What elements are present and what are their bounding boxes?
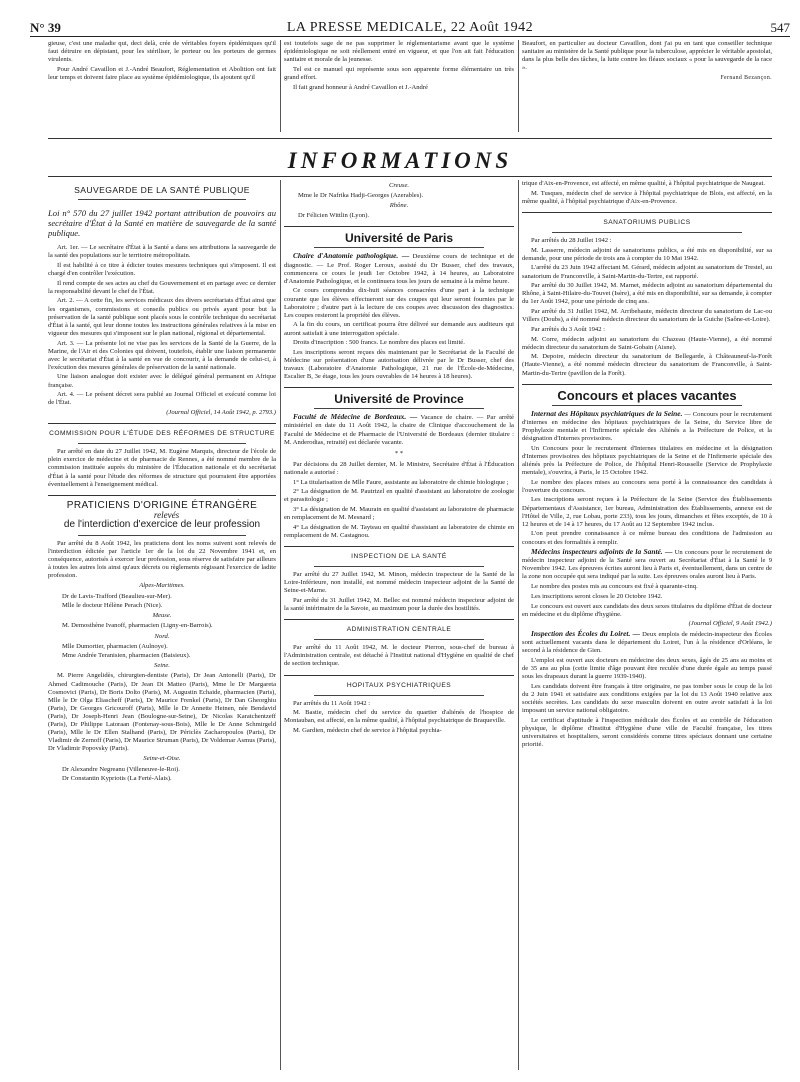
- text-paragraph: Médecins inspecteurs adjoints de la Santé. —: [531, 547, 673, 557]
- section-title: ADMINISTRATION CENTRALE: [346, 626, 452, 634]
- column-2: [284, 180, 514, 1070]
- text-paragraph: Vacance de chaire. — Par arrêté ministériel en date du 11 Août 1942, la chaire de Clinique d'accouchement de la Faculté de Médecine et de Pharmacie de l'Université de Bordeaux (dernier titulaire : M. Anderodias, retraité) est déclarée vacante.: [284, 414, 514, 446]
- section-title: Université de Paris: [344, 231, 454, 246]
- text-paragraph: Dr de Lavis-Trafford (Beaulieu-sur-Mer).: [62, 592, 172, 600]
- column-divider: [518, 40, 519, 132]
- text-paragraph: Creuse.: [388, 182, 410, 189]
- text-paragraph: Par arrêté du 31 Juillet 1942, M. Arribehaute, médecin directeur du sanatorium de Lac-ou Villers (Doubs), a été nommé médecin directeur du sanatorium de la Guiche (Saône-et-Loire).: [522, 308, 772, 324]
- rule-divider: [284, 387, 514, 388]
- law-title: Loi n° 570 du 27 juillet 1942 portant attribution de pouvoirs au secrétaire d'État à la Santé en matière de sauvegarde de la santé publique.: [48, 208, 276, 239]
- continuation-col-2: [284, 40, 514, 132]
- rule-divider: [284, 619, 514, 620]
- section-divider: [48, 138, 772, 139]
- text-paragraph: Dr Constantin Kypriotis (La Ferté-Alais).: [62, 775, 172, 783]
- text-paragraph: Internat des Hôpitaux psychiatriques de la Seine.: [531, 408, 683, 418]
- text-paragraph: — Concours pour le recrutement d'internes en médecine des hôpitaux psychiatriques de la Seine, du Service libre de Prophylaxie mentale et l'Infirmerie spéciale des Aliénés a la Préfecture de Police, et la désignation d'Internes provisoires.: [522, 410, 772, 442]
- text-paragraph: Deux emplois de médecin-inspecteur des Écoles sont actuellement vacants dans le département du Loiret, l'un à la résidence d'Orléans, le second à la résidence de Gien.: [522, 631, 772, 655]
- column-1: [48, 180, 276, 1070]
- text-paragraph: Par arrêté du 11 Août 1942, M. le docteur Pierron, sous-chef de bureau à l'Administration centrale, est détaché à l'Institut national d'Hygiène en qualité de chef de section technique.: [284, 644, 514, 668]
- section-title: HOPITAUX PSYCHIATRIQUES: [346, 681, 452, 689]
- text-paragraph: Le certificat d'aptitude à l'inspection médicale des Écoles et au contrôle de l'éducation physique, le diplôme d'Institut d'Hygiène d'une ville de Faculté française, les titres universitaires et hospitaliers, seront considérés comme titres spéciaux donnant une certaine priorité.: [522, 716, 772, 748]
- text-paragraph: trique d'Aix-en-Provence, est affecté, en même qualité, à l'hôpital psychiatrique de Naugeat.: [522, 180, 766, 187]
- text-paragraph: Il fait grand honneur à André Cavaillon et J.-André: [293, 83, 428, 91]
- rule-divider: [522, 384, 772, 385]
- text-paragraph: Il est habilité à ce titre à édicter toutes mesures techniques qui s'imposent. Il est chargé d'en contrôler l'exécution.: [48, 261, 276, 277]
- text-paragraph: Les candidats doivent être français à titre originaire, ne pas tomber sous le coup de la loi du 2 Juin 1941 et satisfaire aux conditions exigées par la loi du 13 Août 1940 relative aux sociétés secrètes. Les candidats du sexe masculin doivent en outre avoir satisfait à la loi imposant un service national obligatoire.: [522, 682, 772, 715]
- text-paragraph: Art. 4. — Le présent décret sera publié au Journal Officiel et exécuté comme loi de l'État.: [48, 391, 276, 407]
- text-paragraph: Les inscriptions seront reçues dès maintenant par le Secrétariat de la Faculté de Médecine sur présentation d'une autorisation délivrée par le Dr Busser, chef des travaux (Laboratoire d'Anatomie Pathologique, 21 rue de l'École-de-Médecine, Escalier B, 3e étage, tous les jours ouvrables de 14 heures à 18 heures).: [284, 348, 514, 381]
- text-paragraph: Une liaison analogue doit exister avec le délégué général permanent en Afrique française.: [48, 373, 276, 389]
- rule-divider: [552, 232, 742, 233]
- continuation-col-1: [48, 40, 276, 132]
- section-subtitle: de l'interdiction d'exercice de leur profession: [63, 518, 261, 530]
- section-title: COMMISSION POUR L'ÉTUDE DES RÉFORMES DE STRUCTURE: [49, 430, 275, 438]
- source-citation: (Journal Officiel, 14 Août 1942, p. 2793.): [166, 409, 276, 417]
- text-paragraph: Deuxième cours de technique et de diagnostic. — Le Prof. Roger Leroux, assisté du Dr Busser, chef des travaux, commencera ce cours le jeudi 1er Octobre 1942, à 14 heures, au Laboratoire d'Anatomie Pathologique, et le continuera tous les jours de semaine à la même heure.: [284, 253, 514, 285]
- author-signature: Fernand Bezançon.: [720, 74, 772, 81]
- text-paragraph: Il rend compte de ses actes au chef du Gouvernement et en partage avec ce dernier la responsabilité devant le chef de l'État.: [48, 279, 276, 295]
- column-divider: [280, 180, 281, 1070]
- rule-divider: [284, 546, 514, 547]
- text-paragraph: Art. 2. — A cette fin, les services médicaux des divers secrétariats d'État ainsi que les organismes, commissions et conseils publics ou privés ayant pour but la préservation de la santé publique sont placés sous le contrôle technique du secrétariat d'État à la santé, qui leur donne toutes les instructions générales relatives à la mise en vigueur des mesures qui s'imposent sur le plan national, régional et départemental.: [48, 297, 276, 337]
- text-paragraph: Ce cours comprendra dix-huit séances consacrées d'une part à la technique courante que les élèves effectueront sur des coupes qui leur seront fournies par le Laboratoire ; d'autre part à la lecture de ces coupes avec discussion des diagnostics. Les coupes resteront la propriété des élèves.: [284, 287, 514, 319]
- text-paragraph: Seine-et-Oise.: [143, 755, 181, 763]
- rule-divider: [284, 226, 514, 227]
- rule-divider: [78, 535, 246, 536]
- text-paragraph: A la fin du cours, un certificat pourra être délivré sur demande aux auditeurs qui auront satisfait à une interrogation spéciale.: [284, 321, 514, 337]
- page-number: 547: [770, 20, 790, 35]
- text-paragraph: Les inscriptions seront closes le 20 Octobre 1942.: [531, 592, 663, 600]
- issue-number: N° 39: [30, 20, 61, 35]
- text-paragraph: Seine.: [154, 662, 170, 670]
- text-paragraph: [522, 410, 772, 443]
- section-title: INSPECTION DE LA SANTÉ: [351, 553, 447, 561]
- text-paragraph: Pour André Cavaillon et J.-André Beaufort, Réglementation et Abolition ont fait leur temps et doivent faire place au système épidémiologique, ils ajoutent qu'il: [48, 65, 276, 81]
- section-title: PRATICIENS D'ORIGINE ÉTRANGÈRE: [66, 499, 258, 511]
- text-paragraph: Nord.: [154, 632, 170, 640]
- section-title: SANATORIUMS PUBLICS: [603, 218, 691, 226]
- text-paragraph: relevés: [153, 509, 180, 520]
- text-paragraph: Par arrêtés du 3 Août 1942 :: [531, 325, 605, 333]
- text-paragraph: Le nombre des postes mis au concours est fixé à quarante-cinq.: [531, 583, 698, 591]
- text-paragraph: Beaufort, en particulier au docteur Cavaillon, dont j'ai pu en tant que conseiller technique sanitaire au ministère de la Santé publique pour la tuberculose, apprécier le véritable apostolat, dans la plus belle des tâches, la lutte contre les fléaux sociaux « pour la sauvegarde de la race ».: [522, 40, 772, 72]
- text-paragraph: Par arrêtés du 11 Août 1942 :: [293, 699, 371, 707]
- rule-divider: [48, 423, 276, 424]
- text-paragraph: Mlle Dumortier, pharmacien (Aulnoye).: [62, 642, 168, 650]
- text-paragraph: Par arrêté du 27 Juillet 1942, M. Minon, médecin inspecteur de la Santé de la Loire-Inférieure, non installé, est nommé médecin inspecteur adjoint de la Santé de Seine-et-Marne.: [284, 571, 514, 595]
- rule-divider: [314, 639, 484, 640]
- rule-divider: [552, 405, 742, 406]
- text-paragraph: Dr Alexandre Negreanu (Villeneuve-le-Roi).: [62, 765, 180, 773]
- rule-divider: [314, 566, 484, 567]
- text-paragraph: Chaire d'Anatomie pathologique. —: [293, 251, 410, 261]
- text-paragraph: LA PRESSE MEDICALE: [286, 20, 443, 35]
- section-title: Université de Province: [334, 392, 464, 407]
- text-paragraph: M. Pierre Angelidès, chirurgien-dentiste (Paris), Dr Jean Antonelli (Paris), Dr Ahmed Cadimouche (Paris), Dr Jean Di Matteo (Paris), Mme le Dr Margareta Cosmovici (Paris), Dr Boris Dolto (Paris), M. Augustin Echaide, pharmacien (Paris), Mlle le Dr Olga Eliascheff (Paris), Dr Maurice Frenkel (Paris), Dr Dan Gheorghiu (Paris), Dr Georges Gricouroff (Paris), Mlle le Dr Annette Heinen, née Bendavid (Paris), Dr Joseph-Henri Jean (Boulogne-sur-Seine), Dr Nicolas Karatchentzeff (Paris), Dr Philippe Latoraan (Fontenay-sous-Bois), Mlle le Dr Anne Schmirgeld (Paris), Mlle le Dr Ellen Stalhand (Paris), Dr Périclès Zacharopoulos (Paris), Dr Vladimir de Zernoff (Paris), Dr Maurice Struman (Paris), Dr Voldemar Asmus (Paris), Dr Vladimir Popovsky (Paris).: [48, 672, 276, 753]
- continuation-col-3: [522, 40, 772, 132]
- text-paragraph: Droits d'inscription : 500 francs. Le nombre des places est limité.: [293, 339, 465, 347]
- journal-title: LA PRESSE MEDICALE, 22 Août 1942: [286, 20, 534, 35]
- text-paragraph: M. Corre, médecin adjoint au sanatorium du Chazeau (Haute-Vienne), a été nommé médecin directeur du sanatorium de Saint-Gobain (Aisne).: [522, 335, 772, 351]
- text-paragraph: gieuse, c'est une maladie qui, deci delà, crée de véritables foyers épidémiques qu'il faut détruire en dépistant, pour les stériliser, le porteur ou les porteurs de germes virulents.: [48, 40, 276, 64]
- text-paragraph: Les inscriptions seront reçues à la Préfecture de la Seine (Service des Établissements Départementaux d'Assistance, 1er bureau, Administration des Établissements, annexe est de l'Hôtel de Ville, 2, rue Lobau, porte 233), tous les jours, dimanches et fêtes exceptés, de 10 à 12 heures et de 14 à 17 heures, du 17 Août au 12 Septembre 1942 inclus.: [522, 496, 772, 528]
- text-paragraph: 1° La titularisation de Mlle Faure, assistante au laboratoire de chimie biologique ;: [293, 478, 509, 486]
- section-title: Concours et places vacantes: [557, 387, 737, 403]
- text-paragraph: L'emploi est ouvert aux docteurs en médecine des deux sexes, âgés de 25 ans au moins et de 35 ans au plus (cette limite d'âge pouvant être reculée d'une durée égale au temps passé sous les drapeaux durant la guerre 1939-1940).: [522, 656, 772, 681]
- rule-divider: [522, 212, 772, 213]
- text-paragraph: Faculté de Médecine de Bordeaux. —: [293, 412, 418, 422]
- section-title: SAUVEGARDE DE LA SANTÉ PUBLIQUE: [74, 185, 250, 195]
- text-paragraph: Mlle le docteur Hélène Perach (Nice).: [62, 602, 163, 610]
- text-paragraph: Un Concours pour le recrutement d'Internes titulaires en médecine et la désignation d'Internes provisoires des hôpitaux psychiatriques de la Seine et de l'Infirmerie spéciale des aliénés près la Préfecture de Police, de l'hôpital Henri-Rousselle (Service de Prophylaxie mentale), s'ouvrira, à Paris, le 15 Octobre 1942.: [522, 444, 772, 476]
- text-paragraph: Par arrêté du 31 Juillet 1942, M. Bellec est nommé médecin inspecteur adjoint de la santé intérimaire de la Savoie, au maximum pour la durée des hostilités.: [284, 597, 514, 613]
- text-paragraph: M. Demosthène Ivanoff, pharmacien (Ligny-en-Barrois).: [62, 622, 213, 630]
- page-header: [30, 14, 790, 37]
- text-paragraph: [284, 413, 514, 446]
- column-divider: [518, 180, 519, 1070]
- text-paragraph: Mme le Dr Nafrika Hadji-Georges (Azerables).: [298, 192, 424, 200]
- section-divider: [48, 176, 772, 177]
- text-paragraph: Mme Andrée Teranisien, pharmacien (Baisieux).: [62, 652, 191, 660]
- text-paragraph: L'on peut prendre connaissance à ce même bureau des conditions de l'admission au concours et des formalités à remplir.: [522, 530, 772, 546]
- rule-divider: [284, 675, 514, 676]
- column-divider: [280, 40, 281, 132]
- text-paragraph: Meuse.: [152, 612, 172, 620]
- text-paragraph: Rhône.: [389, 202, 409, 210]
- text-paragraph: Par arrêté du 8 Août 1942, les praticiens dont les noms suivent sont relevés de l'interdiction édictée par l'article 1er de la loi du 22 Novembre 1941 et, en conséquence, autorisés à exercer leur profession, sous réserve de satisfaire par ailleurs à toutes les autres lois ainsi qu'aux décrets ou règlements régissant l'exercice de ladite profession.: [48, 539, 276, 580]
- text-paragraph: * *: [394, 449, 404, 457]
- text-paragraph: Le concours est ouvert aux candidats des deux sexes titulaires du diplôme d'État de docteur en médecine et du diplôme d'hygiène.: [522, 602, 772, 618]
- text-paragraph: [522, 548, 772, 581]
- rule-divider: [78, 443, 246, 444]
- text-paragraph: [284, 252, 514, 285]
- text-paragraph: Inspection des Écoles du Loiret. —: [531, 629, 641, 638]
- text-paragraph: L'arrêté du 23 Juin 1942 affectant M. Gérard, médecin adjoint au sanatorium de Trestel, au sanatorium de Franconville, à Saint-Martin-du-Tertre, est rapporté.: [522, 264, 772, 280]
- rule-divider: [314, 695, 484, 696]
- text-paragraph: est toutefois sage de ne pas supprimer le réglementarisme avant que le système épidémiologique ne soit réellement entré en vigueur, et que l'on ait fait l'éducation sanitaire et morale de la jeunesse.: [284, 40, 514, 64]
- text-paragraph: M. Gardien, médecin chef de service à l'hôpital psychia-: [293, 727, 442, 735]
- text-paragraph: [522, 630, 772, 655]
- source-citation: (Journal Officiel, 9 Août 1942.): [688, 620, 772, 628]
- rule-divider: [314, 247, 484, 248]
- text-paragraph: Alpes-Maritimes.: [139, 582, 185, 590]
- text-paragraph: Tel est ce manuel qui représente sous son apparente forme élémentaire un très grand effort.: [284, 65, 514, 81]
- rule-divider: [78, 199, 246, 200]
- text-paragraph: 4° La désignation de M. Tayteau en qualité d'assistant au laboratoire de chimie en remplacement de M. Castagnou.: [284, 523, 514, 539]
- rule-divider: [48, 495, 276, 496]
- text-paragraph: 22 Août 1942: [450, 20, 534, 35]
- text-paragraph: Art. 1er. — Le secrétaire d'État à la Santé a dans ses attributions la sauvegarde de la santé des populations sur le territoire métropolitain.: [48, 244, 276, 260]
- text-paragraph: Par arrêté en date du 27 Juillet 1942, M. Eugène Marquis, directeur de l'école de plein exercice de médecine et de pharmacie de Rennes, a été nommé membre de la commission instituée auprès du ministère de l'Éducation nationale et du secrétariat d'État à la santé pour l'étude des réformes de structure qui pourraient être apportées éventuellement à l'enseignement médical.: [48, 448, 276, 488]
- text-paragraph: Par arrêté du 30 Juillet 1942, M. Marnet, médecin adjoint au sanatorium départemental du Rhône, à Saint-Hilaire-du-Touvet (Isère), a été mis en disponibilité, sur sa demande, à compter du 1er Août 1942, pour une période de cinq ans.: [522, 282, 772, 306]
- text-paragraph: Le nombre des places mises au concours sera porté à la connaissance des candidats à l'ouverture du concours.: [522, 478, 772, 494]
- text-paragraph: M. Bastie, médecin chef du service du quartier d'aliénés de l'hospice de Montauban, est affecté, en la même qualité, à l'hôpital psychiatrique de Braqueville.: [284, 709, 514, 725]
- rule-divider: [314, 408, 484, 409]
- column-3: [522, 180, 772, 1070]
- text-paragraph: 3° La désignation de M. Maurain en qualité d'assistant au laboratoire de pharmacie en remplacement de M. Mesnard ;: [284, 506, 514, 522]
- text-paragraph: Un concours pour le recrutement de médecin inspecteur adjoint de la Santé sera ouvert au Secrétariat d'État à la Santé le 9 Novembre 1942. Les épreuves écrites auront lieu à Paris et, éventuellement, dans un centre de la zone non occupée qui sera indiqué par la suite. Les épreuves orales auront lieu à Paris.: [522, 549, 772, 581]
- text-paragraph: Par arrêtés du 28 Juillet 1942 :: [531, 236, 612, 244]
- text-paragraph: Dr Félicien Wittlin (Lyon).: [298, 212, 370, 220]
- informations-heading: INFORMATIONS: [287, 148, 513, 173]
- text-paragraph: Art. 3. — La présente loi ne vise pas les services de la Santé de la Guerre, de la Marine, de l'Air et des Colonies qui doivent, toutefois, établir une liaison permanente avec le secrétariat d'État à la santé en vue de concourir, à la demande de celui-ci, à l'exécution des mesures générales de préservation de la santé nationale.: [48, 339, 276, 371]
- text-paragraph: Par décisions du 28 Juillet dernier, M. le Ministre, Secrétaire d'État à l'Éducation nationale a autorisé :: [284, 460, 514, 476]
- text-paragraph: M. Lasserre, médecin adjoint de sanatoriums publics, a été mis en disponibilité, sur sa demande, pour une période de trois ans à compter du 10 Mai 1942.: [522, 246, 772, 262]
- text-paragraph: M. Tusques, médecin chef de service à l'hôpital psychiatrique de Blois, est affecté, en la même qualité, à l'hôpital psychiatrique d'Aix-en-Provence.: [522, 189, 772, 205]
- text-paragraph: M. Depoire, médecin directeur du sanatorium de Bellegarde, à Châteauneuf-la-Forêt (Haute-Vienne), a été nommé médecin directeur du sanatorium de Franconville, à Saint-Martin-du-Tertre (pavillon de la Forêt).: [522, 353, 772, 377]
- text-paragraph: 2° La désignation de M. Pautrizel en qualité d'assistant au laboratoire de zoologie et parasitologie ;: [284, 488, 514, 504]
